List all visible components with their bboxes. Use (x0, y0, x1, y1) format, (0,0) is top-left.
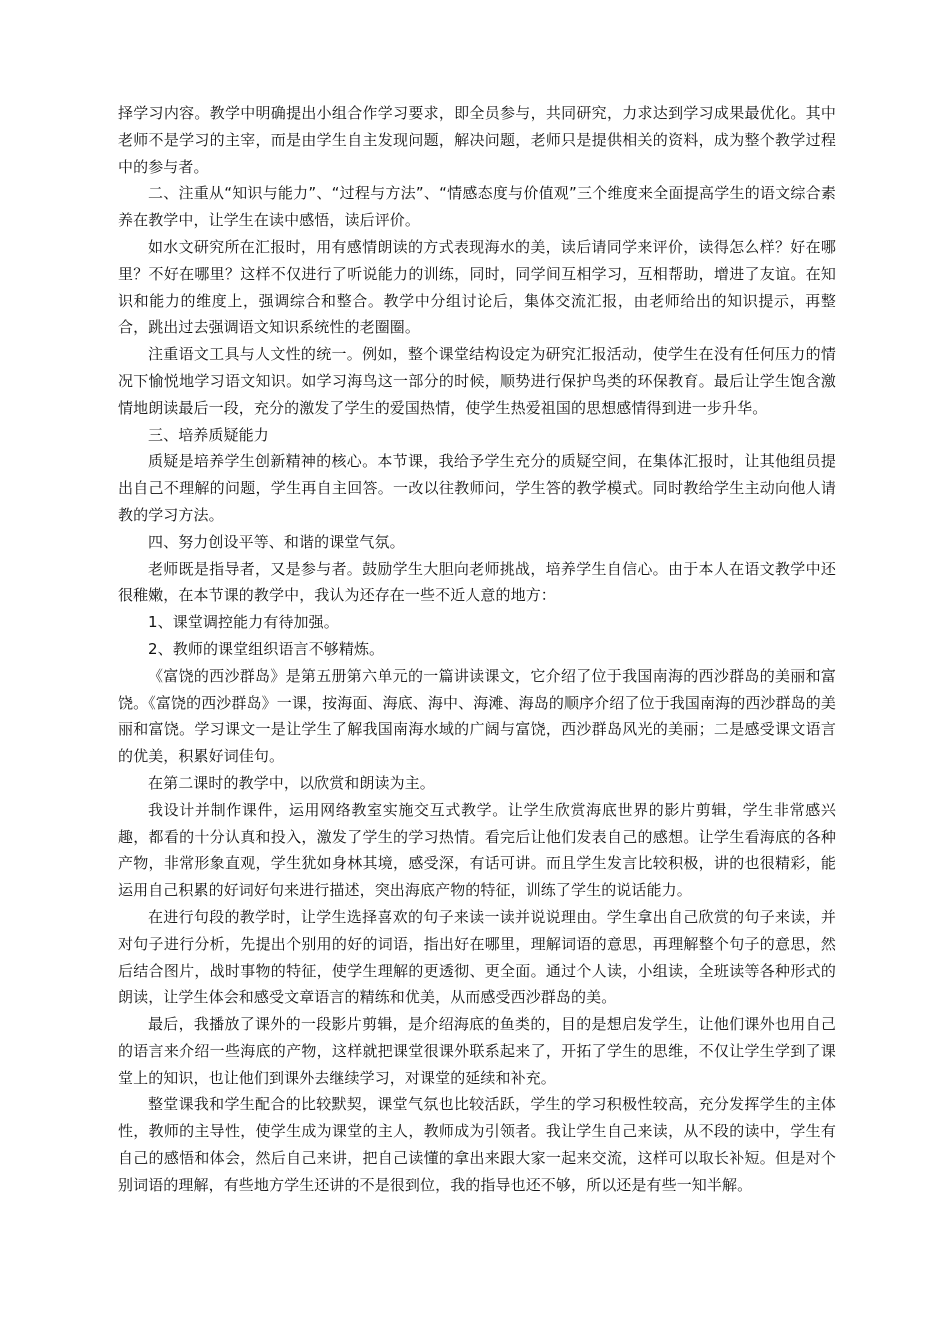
paragraph: 注重语文工具与人文性的统一。例如，整个课堂结构设定为研究汇报活动，使学生在没有任何压力的情况下愉悦地学习语文知识。如学习海鸟这一部分的时候，顺势进行保护鸟类的环保教育。最后让学生饱含激情地朗读最后一段，充分的激发了学生的爱国热情，使学生热爱祖国的思想感情得到进一步升华。 (118, 345, 836, 417)
section-heading-three: 三、培养质疑能力 (148, 425, 269, 444)
document-page (118, 100, 836, 1199)
list-item: 1、课堂调控能力有待加强。 (148, 613, 339, 632)
paragraph-continued: 择学习内容。教学中明确提出小组合作学习要求，即全员参与，共同研究，力求达到学习成果最优化。其中老师不是学习的主宰，而是由学生自主发现问题，解决问题，老师只是提供相关的资料，成为整个教学过程中的参与者。 (118, 104, 836, 176)
paragraph: 最后，我播放了课外的一段影片剪辑，是介绍海底的鱼类的，目的是想启发学生，让他们课外也用自己的语言来介绍一些海底的产物，这样就把课堂很课外联系起来了，开拓了学生的思维，不仅让学生学到了课堂上的知识，也让他们到课外去继续学习，对课堂的延续和补充。 (118, 1015, 836, 1087)
section-heading-two: 二、注重从“知识与能力”、“过程与方法”、“情感态度与价值观”三个维度来全面提高学生的语文综合素养在教学中，让学生在读中感悟，读后评价。 (118, 184, 836, 230)
paragraph: 我设计并制作课件，运用网络教室实施交互式教学。让学生欣赏海底世界的影片剪辑，学生非常感兴趣，都看的十分认真和投入，激发了学生的学习热情。看完后让他们发表自己的感想。让学生看海底的各种产物，非常形象直观，学生犹如身林其境，感受深，有话可讲。而且学生发言比较积极，讲的也很精彩，能运用自己积累的好词好句来进行描述，突出海底产物的特征，训练了学生的说话能力。 (118, 800, 836, 900)
section-heading-four: 四、努力创设平等、和谐的课堂气氛。 (148, 532, 405, 551)
paragraph: 整堂课我和学生配合的比较默契，课堂气氛也比较活跃，学生的学习积极性较高，充分发挥学生的主体性，教师的主导性，使学生成为课堂的主人，教师成为引领者。我让学生自己来读，从不段的读中，学生有自己的感悟和体会，然后自己来讲，把自己读懂的拿出来跟大家一起来交流，这样可以取长补短。但是对个别词语的理解，有些地方学生还讲的不是很到位，我的指导也还不够，所以还是有些一知半解。 (118, 1095, 836, 1194)
paragraph: 《富饶的西沙群岛》是第五册第六单元的一篇讲读课文，它介绍了位于我国南海的西沙群岛的美丽和富饶。《富饶的西沙群岛》一课，按海面、海底、海中、海滩、海岛的顺序介绍了位于我国南海的西沙群岛的美丽和富饶。学习课文一是让学生了解我国南海水域的广阔与富饶，西沙群岛风光的美丽；二是感受课文语言的优美，积累好词佳句。 (118, 666, 836, 766)
paragraph: 质疑是培养学生创新精神的核心。本节课，我给予学生充分的质疑空间，在集体汇报时，让其他组员提出自己不理解的问题，学生再自主回答。一改以往教师问，学生答的教学模式。同时教给学生主动向他人请教的学习方法。 (118, 452, 836, 524)
paragraph: 在第二课时的教学中，以欣赏和朗读为主。 (148, 773, 435, 792)
paragraph: 在进行句段的教学时，让学生选择喜欢的句子来读一读并说说理由。学生拿出自己欣赏的句子来读，并对句子进行分析，先提出个别用的好的词语，指出好在哪里，理解词语的意思，再理解整个句子的意思，然后结合图片，战时事物的特征，使学生理解的更透彻、更全面。通过个人读，小组读，全班读等各种形式的朗读，让学生体会和感受文章语言的精练和优美，从而感受西沙群岛的美。 (118, 907, 836, 1007)
list-item: 2、教师的课堂组织语言不够精炼。 (148, 639, 385, 658)
paragraph: 老师既是指导者，又是参与者。鼓励学生大胆向老师挑战，培养学生自信心。由于本人在语文教学中还很稚嫩，在本节课的教学中，我认为还存在一些不近人意的地方： (118, 559, 836, 605)
paragraph: 如水文研究所在汇报时，用有感情朗读的方式表现海水的美，读后请同学来评价，读得怎么样？好在哪里？不好在哪里？这样不仅进行了听说能力的训练，同时，同学间互相学习，互相帮助，增进了友谊。在知识和能力的维度上，强调综合和整合。教学中分组讨论后，集体交流汇报，由老师给出的知识提示，再整合，跳出过去强调语文知识系统性的老圈圈。 (118, 237, 836, 337)
